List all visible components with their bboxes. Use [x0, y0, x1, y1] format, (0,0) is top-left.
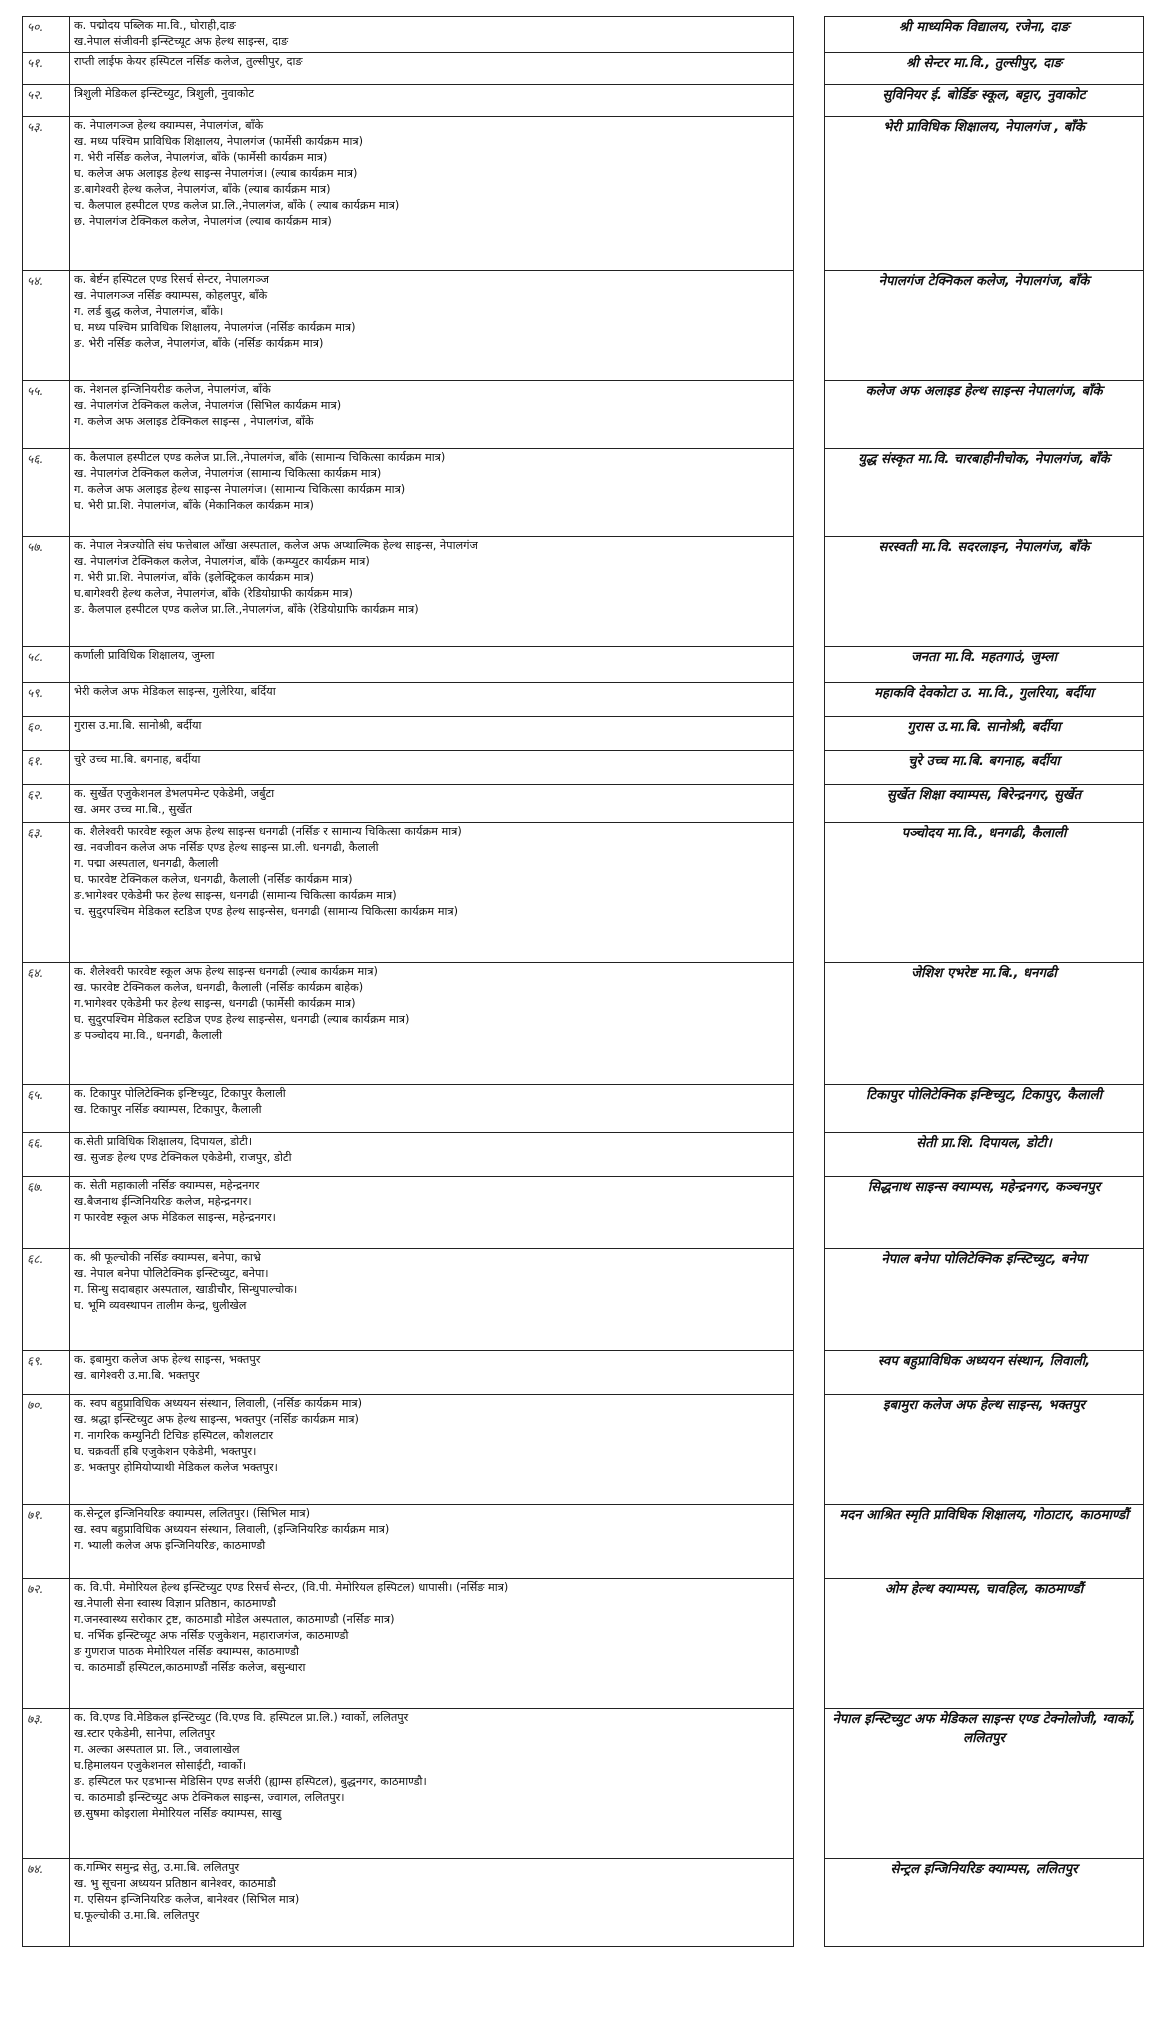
institution-line: ग. लर्ड बुद्ध कलेज, नेपालगंज, बाँके। — [74, 305, 224, 318]
institutions-cell — [70, 963, 794, 1085]
row-serial-number: ६७. — [23, 1177, 70, 1249]
institution-line: घ. मध्य पश्चिम प्राविधिक शिक्षालय, नेपालगंज (नर्सिङ कार्यक्रम मात्र) — [74, 321, 356, 334]
table-row — [23, 1579, 1144, 1709]
column-gap — [794, 1133, 825, 1177]
exam-center-cell: कलेज अफ अलाइड हेल्थ साइन्स नेपालगंज, बाँके — [825, 381, 1144, 449]
institution-line: घ.बागेश्वरी हेल्थ कलेज, नेपालगंज, बाँके (रेडियोग्राफी कार्यक्रम मात्र) — [74, 587, 353, 600]
institution-line: ङ. भक्तपुर होमियोप्याथी मेडिकल कलेज भक्तपुर। — [74, 1461, 278, 1474]
institution-line: ङ. कैलपाल हस्पीटल एण्ड कलेज प्रा.लि.,नेपालगंज, बाँके (रेडियोग्राफि कार्यक्रम मात्र) — [74, 603, 419, 616]
institution-line: ख.नेपाली सेना स्वास्थ विज्ञान प्रतिष्ठान, काठमाण्डौ — [74, 1597, 276, 1610]
exam-center-cell: इबामुरा कलेज अफ हेल्थ साइन्स, भक्तपुर — [825, 1395, 1144, 1505]
row-serial-number: ५६. — [23, 449, 70, 537]
table-row — [23, 647, 1144, 683]
row-serial-number: ५५. — [23, 381, 70, 449]
table-row — [23, 751, 1144, 785]
column-gap — [794, 53, 825, 85]
institutions-cell — [70, 647, 794, 683]
table-row — [23, 381, 1144, 449]
row-serial-number: ५१. — [23, 53, 70, 85]
column-gap — [794, 1395, 825, 1505]
institution-line: छ. नेपालगंज टेक्निकल कलेज, नेपालगंज (ल्याब कार्यक्रम मात्र) — [74, 215, 332, 228]
institution-line: क. सेती महाकाली नर्सिङ क्याम्पस, महेन्द्रनगर — [74, 1179, 260, 1192]
institution-line: क. शैलेश्वरी फारवेष्ट स्कूल अफ हेल्थ साइन्स धनगढी (ल्याब कार्यक्रम मात्र) — [74, 965, 378, 978]
column-gap — [794, 381, 825, 449]
table-row — [23, 117, 1144, 271]
institutions-cell — [70, 381, 794, 449]
column-gap — [794, 1177, 825, 1249]
row-serial-number: ५२. — [23, 85, 70, 117]
institution-line: ख. नेपालगंज टेक्निकल कलेज, नेपालगंज (सामान्य चिकित्सा कार्यक्रम मात्र) — [74, 467, 382, 480]
institution-line: ख. टिकापुर नर्सिङ क्याम्पस, टिकापुर, कैलाली — [74, 1103, 262, 1116]
institution-line: ग. भ्याली कलेज अफ इन्जिनियरिङ, काठमाण्डौ — [74, 1539, 266, 1552]
institutions-cell — [70, 1351, 794, 1395]
institutions-cell — [70, 1859, 794, 1947]
institutions-cell — [70, 1505, 794, 1579]
column-gap — [794, 537, 825, 647]
institution-line: कर्णाली प्राविधिक शिक्षालय, जुम्ला — [74, 649, 215, 662]
row-serial-number: ५४. — [23, 271, 70, 381]
table-row — [23, 1395, 1144, 1505]
column-gap — [794, 1859, 825, 1947]
table-row — [23, 1859, 1144, 1947]
exam-center-cell: सिद्धनाथ साइन्स क्याम्पस, महेन्द्रनगर, कञ्चनपुर — [825, 1177, 1144, 1249]
institution-line: घ.हिमालयन एजुकेशनल सोसाईटी, ग्वार्को। — [74, 1759, 247, 1772]
institution-line: त्रिशुली मेडिकल इन्स्टिच्युट, त्रिशुली, नुवाकोट — [74, 87, 255, 100]
institution-line: क. वि.पी. मेमोरियल हेल्थ इन्स्टिच्युट एण्ड रिसर्च सेन्टर, (वि.पी. मेमोरियल हस्पिटल) धापासी। (नर्सिङ मात्र) — [74, 1581, 509, 1594]
row-serial-number: ६९. — [23, 1351, 70, 1395]
exam-center-cell: श्री सेन्टर मा.वि., तुल्सीपुर, दाङ — [825, 53, 1144, 85]
exam-center-cell: मदन आश्रित स्मृति प्राविधिक शिक्षालय, गोठाटार, काठमाण्डौं — [825, 1505, 1144, 1579]
institution-line: ख. नेपालगञ्ज नर्सिङ क्याम्पस, कोहलपुर, बाँके — [74, 289, 268, 302]
institution-line: क.गम्भिर समुन्द्र सेतु, उ.मा.बि. ललितपुर — [74, 1861, 240, 1874]
institution-line: घ. नर्भिक इन्स्टिच्यूट अफ नर्सिङ एजुकेशन, महाराजगंज, काठमाण्डौ — [74, 1629, 349, 1642]
institution-line: ख. नवजीवन कलेज अफ नर्सिङ एण्ड हेल्थ साइन्स प्रा.ली. धनगढी, कैलाली — [74, 841, 379, 854]
institution-line: च. सुदुरपश्चिम मेडिकल स्टडिज एण्ड हेल्थ साइन्सेस, धनगढी (सामान्य चिकित्सा कार्यक्रम मात्र) — [74, 905, 459, 918]
institutions-cell — [70, 683, 794, 717]
institutions-cell — [70, 17, 794, 53]
institution-line: घ. चक्रवर्ती हबि एजुकेशन एकेडेमी, भक्तपुर। — [74, 1445, 257, 1458]
row-serial-number: ६२. — [23, 785, 70, 823]
institution-line: ख. स्वप बहुप्राविधिक अध्ययन संस्थान, लिवाली, (इन्जिनियरिङ कार्यक्रम मात्र) — [74, 1523, 390, 1536]
institution-line: ख. अमर उच्च मा.बि., सुर्खेत — [74, 803, 192, 816]
institution-line: क. श्री फूल्चोकी नर्सिङ क्याम्पस, बनेपा, काभ्रे — [74, 1251, 261, 1264]
column-gap — [794, 117, 825, 271]
column-gap — [794, 271, 825, 381]
exam-center-cell: महाकवि देवकोटा उ. मा.वि., गुलरिया, बर्दीया — [825, 683, 1144, 717]
institution-line: ङ.भागेश्वर एकेडेमी फर हेल्थ साइन्स, धनगढी (सामान्य चिकित्सा कार्यक्रम मात्र) — [74, 889, 397, 902]
institution-line: ङ. हस्पिटल फर एडभान्स मेडिसिन एण्ड सर्जरी (ह्याम्स हस्पिटल), बुद्धनगर, काठमाण्डौ। — [74, 1775, 427, 1788]
institution-line: चुरे उच्च मा.बि. बगनाह, बर्दीया — [74, 753, 201, 766]
row-serial-number: ५९. — [23, 683, 70, 717]
institution-line: घ. भूमि व्यवस्थापन तालीम केन्द्र, धुलीखेल — [74, 1299, 247, 1312]
column-gap — [794, 85, 825, 117]
table-row — [23, 1351, 1144, 1395]
exam-center-cell: सरस्वती मा.वि. सदरलाइन, नेपालगंज, बाँके — [825, 537, 1144, 647]
institution-line: क. कैलपाल हस्पीटल एण्ड कलेज प्रा.लि.,नेपालगंज, बाँके (सामान्य चिकित्सा कार्यक्रम मात्र) — [74, 451, 446, 464]
row-serial-number: ६४. — [23, 963, 70, 1085]
table-row — [23, 449, 1144, 537]
row-serial-number: ५०. — [23, 17, 70, 53]
column-gap — [794, 683, 825, 717]
exam-center-cell: सुविनियर ई. बोर्डिङ स्कूल, बट्टार, नुवाकोट — [825, 85, 1144, 117]
institution-line: ग. सिन्धु सदाबहार अस्पताल, खाडीचौर, सिन्धुपाल्चोक। — [74, 1283, 298, 1296]
table-row — [23, 1249, 1144, 1351]
institution-line: घ. कलेज अफ अलाइड हेल्थ साइन्स नेपालगंज। (ल्याब कार्यक्रम मात्र) — [74, 167, 358, 180]
institutions-cell — [70, 785, 794, 823]
exam-center-cell: जनता मा.वि. महतगाउं, जुम्ला — [825, 647, 1144, 683]
column-gap — [794, 1351, 825, 1395]
table-row — [23, 683, 1144, 717]
row-serial-number: ७०. — [23, 1395, 70, 1505]
institution-line: ख. श्रद्धा इन्स्टिच्युट अफ हेल्थ साइन्स, भक्तपुर (नर्सिङ कार्यक्रम मात्र) — [74, 1413, 359, 1426]
institution-line: ङ पञ्चोदय मा.वि., धनगढी, कैलाली — [74, 1029, 223, 1042]
institution-line: ख. नेपालगंज टेक्निकल कलेज, नेपालगंज (सिभिल कार्यक्रम मात्र) — [74, 399, 342, 412]
table-row — [23, 1177, 1144, 1249]
institution-line: क. पद्मोदय पब्लिक मा.वि., घोराही,दाङ — [74, 19, 236, 32]
row-serial-number: ७३. — [23, 1709, 70, 1859]
institution-line: ख.बैजनाथ ईन्जिनियरिङ कलेज, महेन्द्रनगर। — [74, 1195, 252, 1208]
column-gap — [794, 717, 825, 751]
exam-center-cell: टिकापुर पोलिटेक्निक इन्ष्टिच्युट, टिकापुर, कैलाली — [825, 1085, 1144, 1133]
exam-center-cell: चुरे उच्च मा.बि. बगनाह, बर्दीया — [825, 751, 1144, 785]
institution-line: भेरी कलेज अफ मेडिकल साइन्स, गुलेरिया, बर्दिया — [74, 685, 276, 698]
exam-center-cell: नेपालगंज टेक्निकल कलेज, नेपालगंज, बाँके — [825, 271, 1144, 381]
institutions-cell — [70, 1395, 794, 1505]
institution-line: क. स्वप बहुप्राविधिक अध्ययन संस्थान, लिवाली, (नर्सिङ कार्यक्रम मात्र) — [74, 1397, 363, 1410]
row-serial-number: ६८. — [23, 1249, 70, 1351]
institutions-cell — [70, 271, 794, 381]
institution-line: ख. नेपाल बनेपा पोलिटेक्निक इन्स्टिच्युट, बनेपा। — [74, 1267, 269, 1280]
institution-line: क. नेपाल नेत्रज्योति संघ फत्तेबाल आँखा अस्पताल, कलेज अफ अप्थाल्मिक हेल्थ साइन्स, नेपालगंज — [74, 539, 478, 552]
institution-line: ख. सुजङ हेल्थ एण्ड टेक्निकल एकेडेमी, राजपुर, डोटी — [74, 1151, 292, 1164]
institutions-cell — [70, 117, 794, 271]
exam-center-cell: पञ्चोदय मा.वि., धनगढी, कैलाली — [825, 823, 1144, 963]
row-serial-number: ६५. — [23, 1085, 70, 1133]
exam-center-cell: गुरास उ.मा.बि. सानोश्री, बर्दीया — [825, 717, 1144, 751]
institution-line: राप्ती लाईफ केयर हस्पिटल नर्सिङ कलेज, तुल्सीपुर, दाङ — [74, 55, 303, 68]
exam-center-cell: भेरी प्राविधिक शिक्षालय, नेपालगंज , बाँके — [825, 117, 1144, 271]
institution-line: ङ.बागेश्वरी हेल्थ कलेज, नेपालगंज, बाँके (ल्याब कार्यक्रम मात्र) — [74, 183, 331, 196]
institution-line: गुरास उ.मा.बि. सानोश्री, बर्दीया — [74, 719, 202, 732]
institution-line: ग. कलेज अफ अलाइड टेक्निकल साइन्स , नेपालगंज, बाँके — [74, 415, 314, 428]
column-gap — [794, 785, 825, 823]
institutions-cell — [70, 85, 794, 117]
institutions-cell — [70, 1133, 794, 1177]
row-serial-number: ५७. — [23, 537, 70, 647]
institutions-cell — [70, 1177, 794, 1249]
institutions-cell — [70, 53, 794, 85]
institution-line: क. इबामुरा कलेज अफ हेल्थ साइन्स, भक्तपुर — [74, 1353, 261, 1366]
institution-line: क. नेपालगञ्ज हेल्थ क्याम्पस, नेपालगंज, बाँके — [74, 119, 264, 132]
table-body — [23, 17, 1144, 1947]
table-row — [23, 1133, 1144, 1177]
institution-line: ख. फारवेष्ट टेक्निकल कलेज, धनगढी, कैलाली (नर्सिङ कार्यक्रम बाहेक) — [74, 981, 364, 994]
institution-line: ग. कलेज अफ अलाइड हेल्थ साइन्स नेपालगंज। (सामान्य चिकित्सा कार्यक्रम मात्र) — [74, 483, 406, 496]
institution-line: ख. भु सूचना अध्ययन प्रतिष्ठान बानेश्वर, काठमाडौ — [74, 1877, 276, 1890]
institutions-cell — [70, 1709, 794, 1859]
row-serial-number: ७१. — [23, 1505, 70, 1579]
row-serial-number: ६०. — [23, 717, 70, 751]
institution-line: ख.नेपाल संजीवनी इन्स्टिच्यूट अफ हेल्थ साइन्स, दाङ — [74, 35, 289, 48]
institution-line: क. वि.एण्ड वि.मेडिकल इन्स्टिच्युट (वि.एण्ड वि. हस्पिटल प्रा.लि.) ग्वार्को, ललितपुर — [74, 1711, 409, 1724]
institution-line: ग.जनस्वास्थ्य सरोकार ट्रष्ट, काठमाडौ मोडेल अस्पताल, काठमाण्डौ (नर्सिङ मात्र) — [74, 1613, 395, 1626]
table-row — [23, 1505, 1144, 1579]
table-row — [23, 823, 1144, 963]
institution-line: छ.सुषमा कोइराला मेमोरियल नर्सिङ क्याम्पस, साखु — [74, 1807, 282, 1820]
column-gap — [794, 1085, 825, 1133]
institution-line: क. सुर्खेत एजुकेशनल डेभलपमेन्ट एकेडेमी, जर्बुटा — [74, 787, 275, 800]
institution-line: क.सेती प्राविधिक शिक्षालय, दिपायल, डोटी। — [74, 1135, 253, 1148]
table-row — [23, 537, 1144, 647]
column-gap — [794, 449, 825, 537]
column-gap — [794, 647, 825, 683]
institution-line: ग. भेरी प्रा.शि. नेपालगंज, बाँके (इलेक्ट्रिकल कार्यक्रम मात्र) — [74, 571, 315, 584]
institution-line: क. नेशनल इन्जिनियरीङ कलेज, नेपालगंज, बाँके — [74, 383, 271, 396]
institution-line: क. बेर्ष्टन हस्पिटल एण्ड रिसर्च सेन्टर, नेपालगञ्ज — [74, 273, 269, 286]
institution-line: ङ. भेरी नर्सिङ कलेज, नेपालगंज, बाँके (नर्सिङ कार्यक्रम मात्र) — [74, 337, 324, 350]
institutions-cell — [70, 717, 794, 751]
institution-line: घ. भेरी प्रा.शि. नेपालगंज, बाँके (मेकानिकल कार्यक्रम मात्र) — [74, 499, 314, 512]
row-serial-number: ७४. — [23, 1859, 70, 1947]
institution-line: क. टिकापुर पोलिटेक्निक इन्ष्टिच्युट, टिकापुर कैलाली — [74, 1087, 286, 1100]
column-gap — [794, 751, 825, 785]
table-row — [23, 785, 1144, 823]
institution-line: ख. बागेश्वरी उ.मा.बि. भक्तपुर — [74, 1369, 200, 1382]
exam-center-cell: सेन्ट्रल इन्जिनियरिङ क्याम्पस, ललितपुर — [825, 1859, 1144, 1947]
institutions-cell — [70, 1085, 794, 1133]
institution-line: ङ गुणराज पाठक मेमोरियल नर्सिङ क्याम्पस, काठमाण्डौ — [74, 1645, 299, 1658]
column-gap — [794, 1709, 825, 1859]
institution-line: ग. नागरिक कम्युनिटी टिचिङ हस्पिटल, कौशलटार — [74, 1429, 274, 1442]
institution-line: ग. भेरी नर्सिङ कलेज, नेपालगंज, बाँके (फार्मेसी कार्यक्रम मात्र) — [74, 151, 328, 164]
column-gap — [794, 1249, 825, 1351]
institution-table — [22, 16, 1144, 1947]
exam-center-cell: युद्ध संस्कृत मा.वि. चारबाहीनीचोक, नेपालगंज, बाँके — [825, 449, 1144, 537]
row-serial-number: ६१. — [23, 751, 70, 785]
institution-line: ग. अल्का अस्पताल प्रा. लि., जवालाखेल — [74, 1743, 240, 1756]
institution-line: च. काठमाडौ इन्स्टिच्युट अफ टेक्निकल साइन्स, ज्वागल, ललितपुर। — [74, 1791, 345, 1804]
institutions-cell — [70, 751, 794, 785]
table-row — [23, 963, 1144, 1085]
exam-center-cell: सुर्खेत शिक्षा क्याम्पस, बिरेन्द्रनगर, सुर्खेत — [825, 785, 1144, 823]
institution-line: क.सेन्ट्रल इन्जिनियरिङ क्याम्पस, ललितपुर। (सिभिल मात्र) — [74, 1507, 311, 1520]
exam-center-cell: श्री माध्यमिक विद्यालय, रजेना, दाङ — [825, 17, 1144, 53]
exam-center-cell: स्वप बहुप्राविधिक अध्ययन संस्थान, लिवाली, — [825, 1351, 1144, 1395]
column-gap — [794, 823, 825, 963]
table-row — [23, 271, 1144, 381]
institutions-cell — [70, 823, 794, 963]
exam-center-cell: नेपाल इन्स्टिच्युट अफ मेडिकल साइन्स एण्ड टेक्नोलोजी, ग्वार्को, ललितपुर — [825, 1709, 1144, 1859]
institutions-cell — [70, 1579, 794, 1709]
institution-line: च. काठमाडौं हस्पिटल,काठमाण्डौं नर्सिङ कलेज, बसुन्धारा — [74, 1661, 306, 1674]
column-gap — [794, 1505, 825, 1579]
row-serial-number: ५३. — [23, 117, 70, 271]
table-row — [23, 85, 1144, 117]
table-row — [23, 1709, 1144, 1859]
institution-line: ग फारवेष्ट स्कूल अफ मेडिकल साइन्स, महेन्द्रनगर। — [74, 1211, 276, 1224]
table-row — [23, 53, 1144, 85]
institutions-cell — [70, 449, 794, 537]
exam-center-cell: जेशिश एभरेष्ट मा.बि., धनगढी — [825, 963, 1144, 1085]
row-serial-number: ५८. — [23, 647, 70, 683]
exam-center-cell: नेपाल बनेपा पोलिटेक्निक इन्स्टिच्युट, बनेपा — [825, 1249, 1144, 1351]
row-serial-number: ६६. — [23, 1133, 70, 1177]
institution-line: ग. एसियन इन्जिनियरिङ कलेज, बानेश्वर (सिभिल मात्र) — [74, 1893, 300, 1906]
institution-line: ग. पद्मा अस्पताल, धनगढी, कैलाली — [74, 857, 219, 870]
institutions-cell — [70, 537, 794, 647]
institutions-cell — [70, 1249, 794, 1351]
institution-line: घ.फूल्चोकी उ.मा.बि. ललितपुर — [74, 1909, 200, 1922]
table-row — [23, 1085, 1144, 1133]
institution-line: क. शैलेश्वरी फारवेष्ट स्कूल अफ हेल्थ साइन्स धनगढी (नर्सिङ र सामान्य चिकित्सा कार्यक्रम मात्र) — [74, 825, 462, 838]
column-gap — [794, 963, 825, 1085]
exam-center-cell: सेती प्रा.शि. दिपायल, डोटी। — [825, 1133, 1144, 1177]
institution-line: ग.भागेश्वर एकेडेमी फर हेल्थ साइन्स, धनगढी (फार्मेसी कार्यक्रम मात्र) — [74, 997, 356, 1010]
table-row — [23, 17, 1144, 53]
table-row — [23, 717, 1144, 751]
institution-line: ख. मध्य पश्चिम प्राविधिक शिक्षालय, नेपालगंज (फार्मेसी कार्यक्रम मात्र) — [74, 135, 364, 148]
document-table-wrapper — [22, 16, 1144, 1947]
column-gap — [794, 17, 825, 53]
institution-line: ख. नेपालगंज टेक्निकल कलेज, नेपालगंज, बाँके (कम्प्युटर कार्यक्रम मात्र) — [74, 555, 370, 568]
exam-center-cell: ओम हेल्थ क्याम्पस, चावहिल, काठमाण्डौं — [825, 1579, 1144, 1709]
institution-line: च. कैलपाल हस्पीटल एण्ड कलेज प्रा.लि.,नेपालगंज, बाँके ( ल्याब कार्यक्रम मात्र) — [74, 199, 400, 212]
column-gap — [794, 1579, 825, 1709]
institution-line: ख.स्टार एकेडेमी, सानेपा, ललितपुर — [74, 1727, 215, 1740]
row-serial-number: ६३. — [23, 823, 70, 963]
row-serial-number: ७२. — [23, 1579, 70, 1709]
institution-line: घ. फारवेष्ट टेक्निकल कलेज, धनगढी, कैलाली (नर्सिङ कार्यक्रम मात्र) — [74, 873, 353, 886]
institution-line: घ. सुदुरपश्चिम मेडिकल स्टडिज एण्ड हेल्थ साइन्सेस, धनगढी (ल्याब कार्यक्रम मात्र) — [74, 1013, 410, 1026]
